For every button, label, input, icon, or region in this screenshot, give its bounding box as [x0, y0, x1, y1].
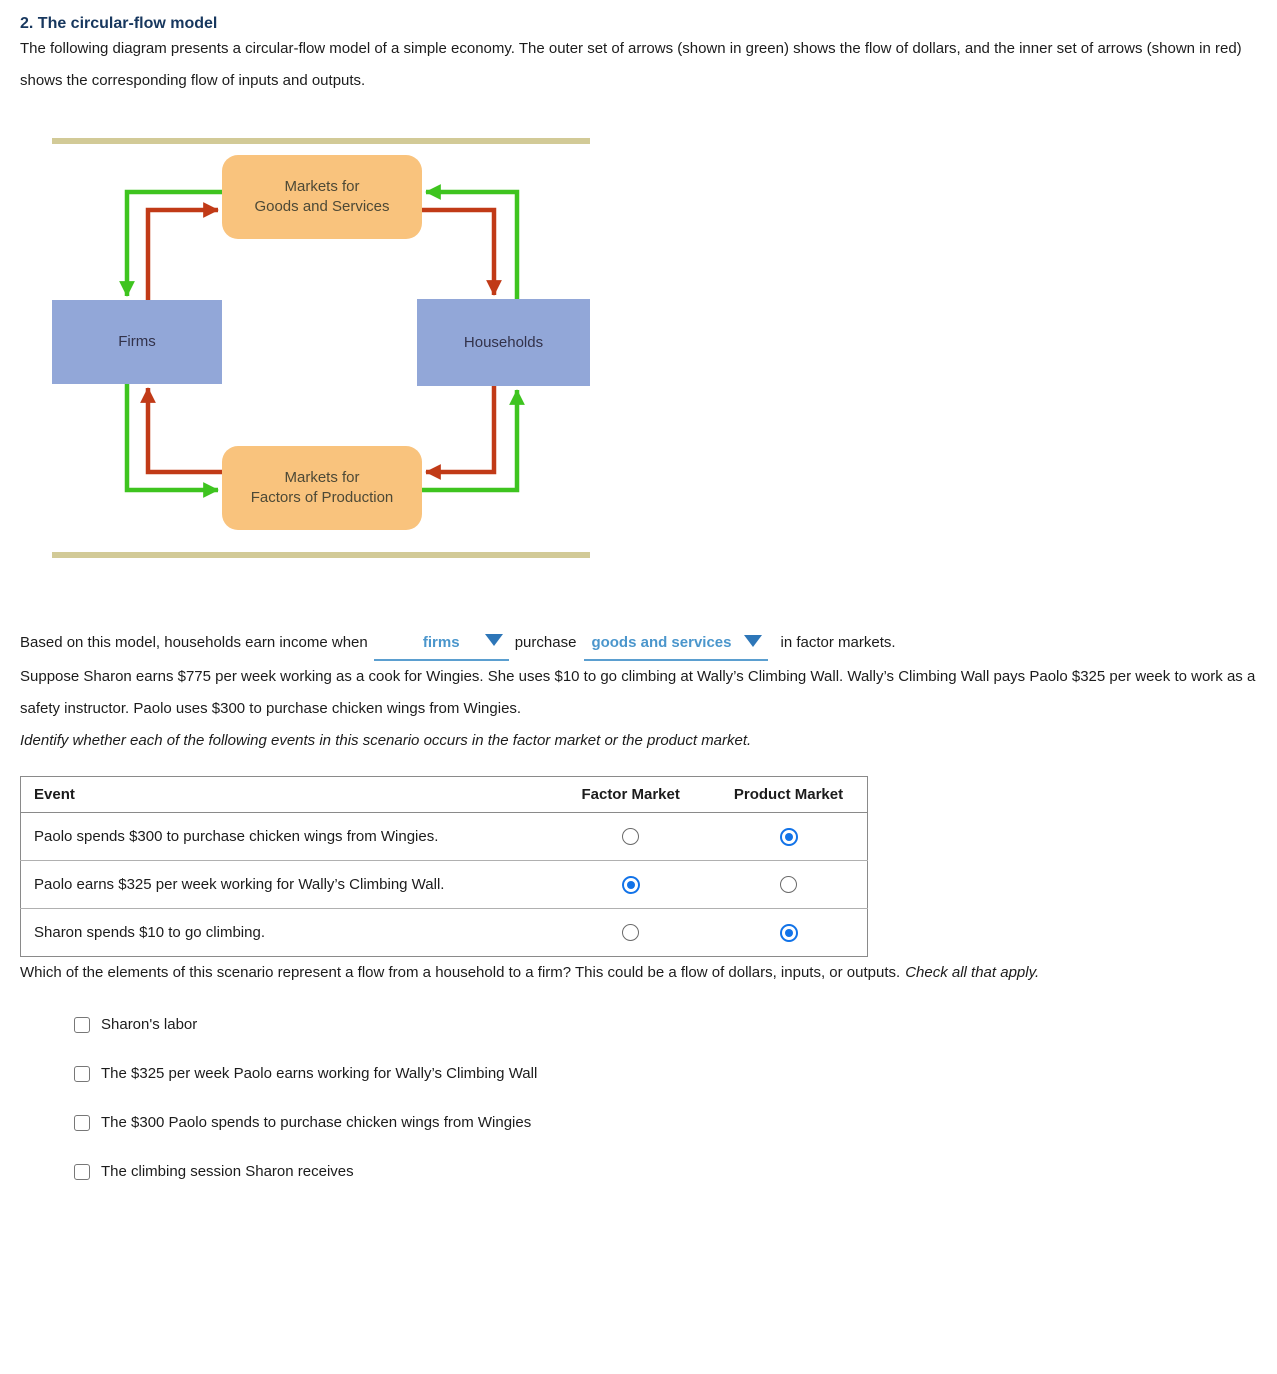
fill-in-middle: purchase	[514, 634, 577, 651]
event-cell: Paolo earns $325 per week working for Wally’s Climbing Wall.	[21, 861, 552, 909]
radio-product-market-row2[interactable]	[780, 876, 797, 893]
identify-instruction: Identify whether each of the following events in this scenario occurs in the factor market or the product market.	[20, 732, 752, 749]
checkbox-icon[interactable]	[74, 1164, 90, 1180]
header-factor-market: Factor Market	[551, 777, 710, 813]
table-header-row	[21, 777, 868, 813]
fill-in-sentence	[20, 630, 1257, 661]
page-title: 2. The circular-flow model	[20, 15, 218, 32]
diagram-top-rule	[52, 138, 590, 144]
dropdown-goods-services-value: goods and services	[591, 634, 732, 651]
green-arrow-goodsmarket-to-firms	[127, 192, 222, 296]
factors-market-label-line2: Factors of Production	[250, 489, 394, 506]
firms-box	[52, 300, 222, 384]
red-arrow-goodsmarket-to-households	[422, 210, 494, 295]
radio-factor-market-row2[interactable]	[622, 876, 640, 894]
radio-factor-market-row3[interactable]	[622, 924, 639, 941]
firms-label: Firms	[118, 333, 156, 350]
header-event: Event	[21, 777, 552, 813]
green-arrow-households-to-goodsmarket	[426, 192, 517, 299]
scenario-paragraph: Suppose Sharon earns $775 per week working as a cook for Wingies. She uses $10 to go climbing at Wally’s Climbing Wall. Wally’s Climbing Wall pays Paolo $325 per week to work as a safety instructor. Paolo uses $300 to purchase chicken wings from Wingies.	[20, 668, 1256, 717]
goods-market-label-line2: Goods and Services	[254, 198, 390, 215]
radio-product-market-row1[interactable]	[780, 828, 798, 846]
checkbox-icon[interactable]	[74, 1066, 90, 1082]
option-label: The $325 per week Paolo earns working for Wally’s Climbing Wall	[101, 1065, 538, 1082]
dropdown-firms[interactable]	[374, 630, 509, 661]
question-paragraph	[20, 957, 1257, 989]
dropdown-goods-services[interactable]	[584, 630, 767, 661]
events-table	[20, 776, 868, 957]
radio-factor-market-row1[interactable]	[622, 828, 639, 845]
checkbox-option[interactable]	[74, 1113, 1257, 1133]
goods-market-box	[222, 155, 422, 239]
goods-market-label-line1: Markets for	[284, 178, 360, 195]
table-row	[21, 813, 868, 861]
checkbox-icon[interactable]	[74, 1017, 90, 1033]
checkbox-option[interactable]	[74, 1162, 1257, 1182]
households-box	[417, 299, 590, 386]
event-cell: Sharon spends $10 to go climbing.	[21, 909, 552, 957]
option-label: The $300 Paolo spends to purchase chicken wings from Wingies	[101, 1114, 532, 1131]
question-italic-note: Check all that apply.	[905, 964, 1040, 981]
dropdown-arrow-icon	[485, 634, 503, 646]
table-row	[21, 861, 868, 909]
red-arrow-firms-to-goodsmarket	[148, 210, 218, 300]
checkbox-icon[interactable]	[74, 1115, 90, 1131]
radio-product-market-row3[interactable]	[780, 924, 798, 942]
question-text: Which of the elements of this scenario represent a flow from a household to a firm? This could be a flow of dollars, inputs, or outputs.	[20, 964, 901, 981]
red-arrow-households-to-factorsmarket	[426, 386, 494, 472]
option-label: The climbing session Sharon receives	[101, 1163, 354, 1180]
checkbox-option[interactable]	[74, 1015, 1257, 1035]
red-arrow-factorsmarket-to-firms	[148, 388, 222, 472]
factors-market-label-line1: Markets for	[284, 469, 360, 486]
checkbox-option[interactable]	[74, 1064, 1257, 1084]
event-cell: Paolo spends $300 to purchase chicken wings from Wingies.	[34, 828, 439, 845]
header-product-market: Product Market	[710, 777, 868, 813]
green-arrow-factorsmarket-to-households	[422, 390, 517, 490]
fill-in-prefix: Based on this model, households earn income when	[20, 634, 368, 651]
households-label: Households	[463, 333, 544, 351]
dropdown-firms-value: firms	[422, 634, 460, 651]
green-arrow-firms-to-factorsmarket	[127, 384, 218, 490]
fill-in-suffix: in factor markets.	[780, 634, 896, 651]
circular-flow-diagram	[52, 138, 590, 558]
factors-market-box	[222, 446, 422, 530]
table-row	[21, 909, 868, 957]
intro-paragraph: The following diagram presents a circular-flow model of a simple economy. The outer set of arrows (shown in green) shows the flow of dollars, and the inner set of arrows (shown in red) shows the corresponding flow of inputs and outputs.	[20, 40, 1242, 89]
checkbox-options	[74, 1015, 1257, 1182]
dropdown-arrow-icon	[744, 635, 762, 647]
diagram-bottom-rule	[52, 552, 590, 558]
option-label: Sharon's labor	[101, 1016, 198, 1033]
